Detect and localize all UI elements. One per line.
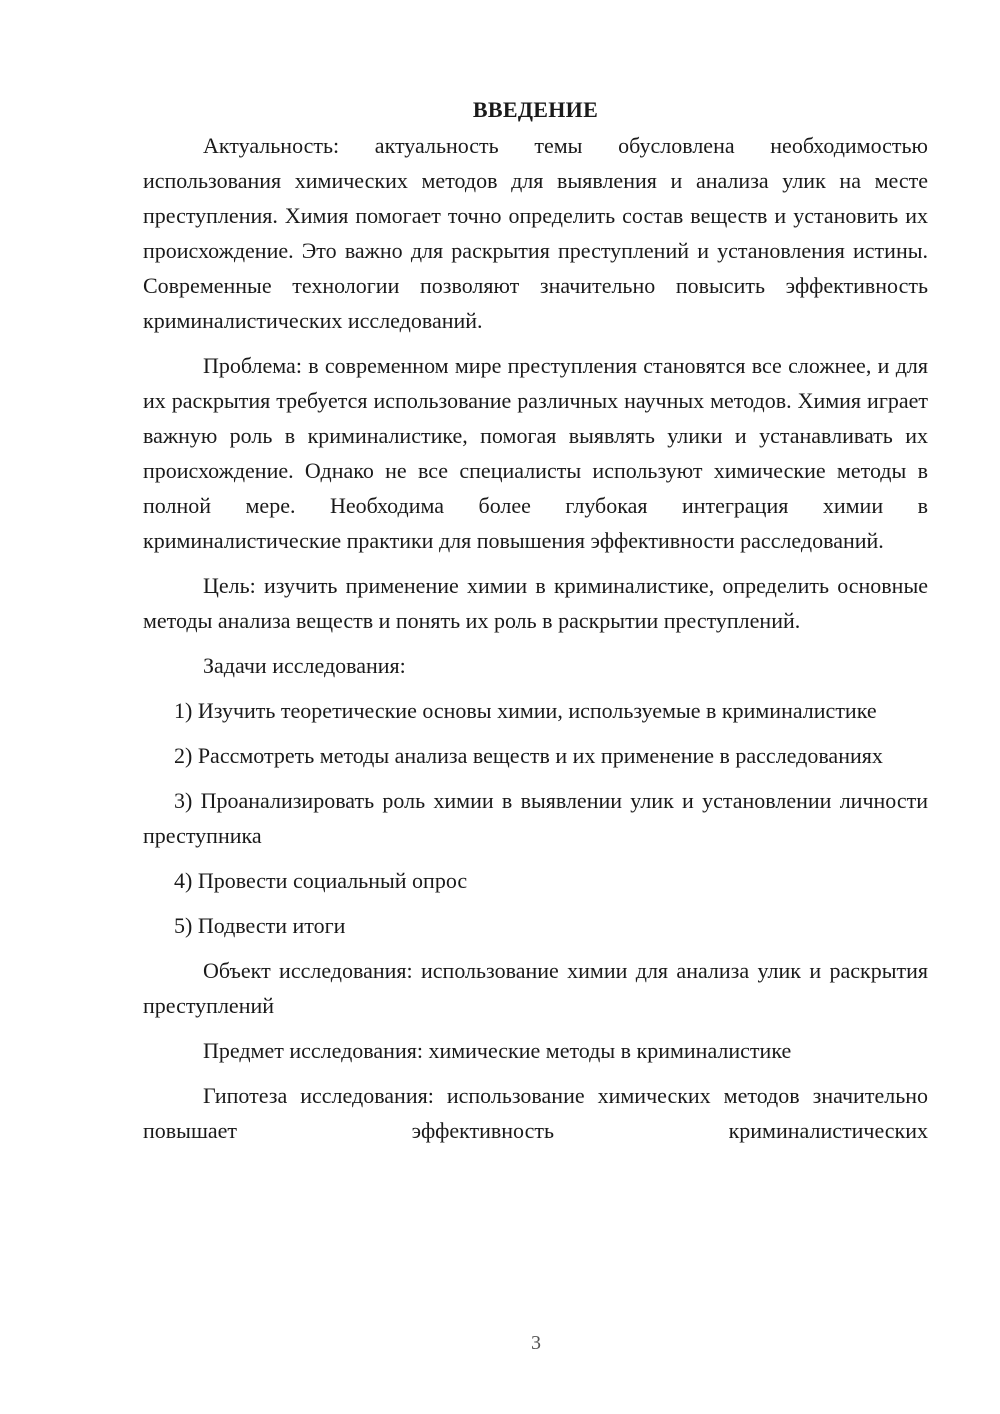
task-item-1: 1) Изучить теоретические основы химии, используемые в криминалистике bbox=[174, 698, 877, 723]
tasks-heading: Задачи исследования: bbox=[203, 653, 406, 678]
task-item-5: 5) Подвести итоги bbox=[174, 913, 346, 938]
task-item-3: 3) Проанализировать роль химии в выявлении улик и установлении личности преступника bbox=[143, 788, 928, 848]
page-number: 3 bbox=[531, 1332, 541, 1354]
task-item-2: 2) Рассмотреть методы анализа веществ и их применение в расследованиях bbox=[174, 743, 883, 768]
task-item-4: 4) Провести социальный опрос bbox=[174, 868, 468, 893]
relevance-paragraph: Актуальность: актуальность темы обусловлена необходимостью использования химических методов для выявления и анализа улик на месте преступления. Химия помогает точно определить состав веществ и установить их происхождение. Это важно для раскрытия преступлений и установления истины. Современные технологии позволяют значительно повысить эффективность криминалистических исследований. bbox=[143, 133, 928, 333]
document-body bbox=[143, 92, 928, 1158]
goal-paragraph: Цель: изучить применение химии в криминалистике, определить основные методы анализа веществ и понять их роль в раскрытии преступлений. bbox=[143, 573, 928, 633]
subject-paragraph: Предмет исследования: химические методы в криминалистике bbox=[203, 1038, 792, 1063]
problem-paragraph: Проблема: в современном мире преступления становятся все сложнее, и для их раскрытия требуется использование различных научных методов. Химия играет важную роль в криминалистике, помогая выявлять улики и устанавливать их происхождение. Однако не все специалисты используют химические методы в полной мере. Необходима более глубокая интеграция химии в криминалистические практики для повышения эффективности расследований. bbox=[143, 353, 928, 553]
section-title: ВВЕДЕНИЕ bbox=[472, 97, 599, 122]
object-paragraph: Объект исследования: использование химии для анализа улик и раскрытия преступлений bbox=[143, 958, 928, 1018]
hypothesis-paragraph: Гипотеза исследования: использование химических методов значительно повышает эффективность криминалистических bbox=[143, 1083, 928, 1143]
